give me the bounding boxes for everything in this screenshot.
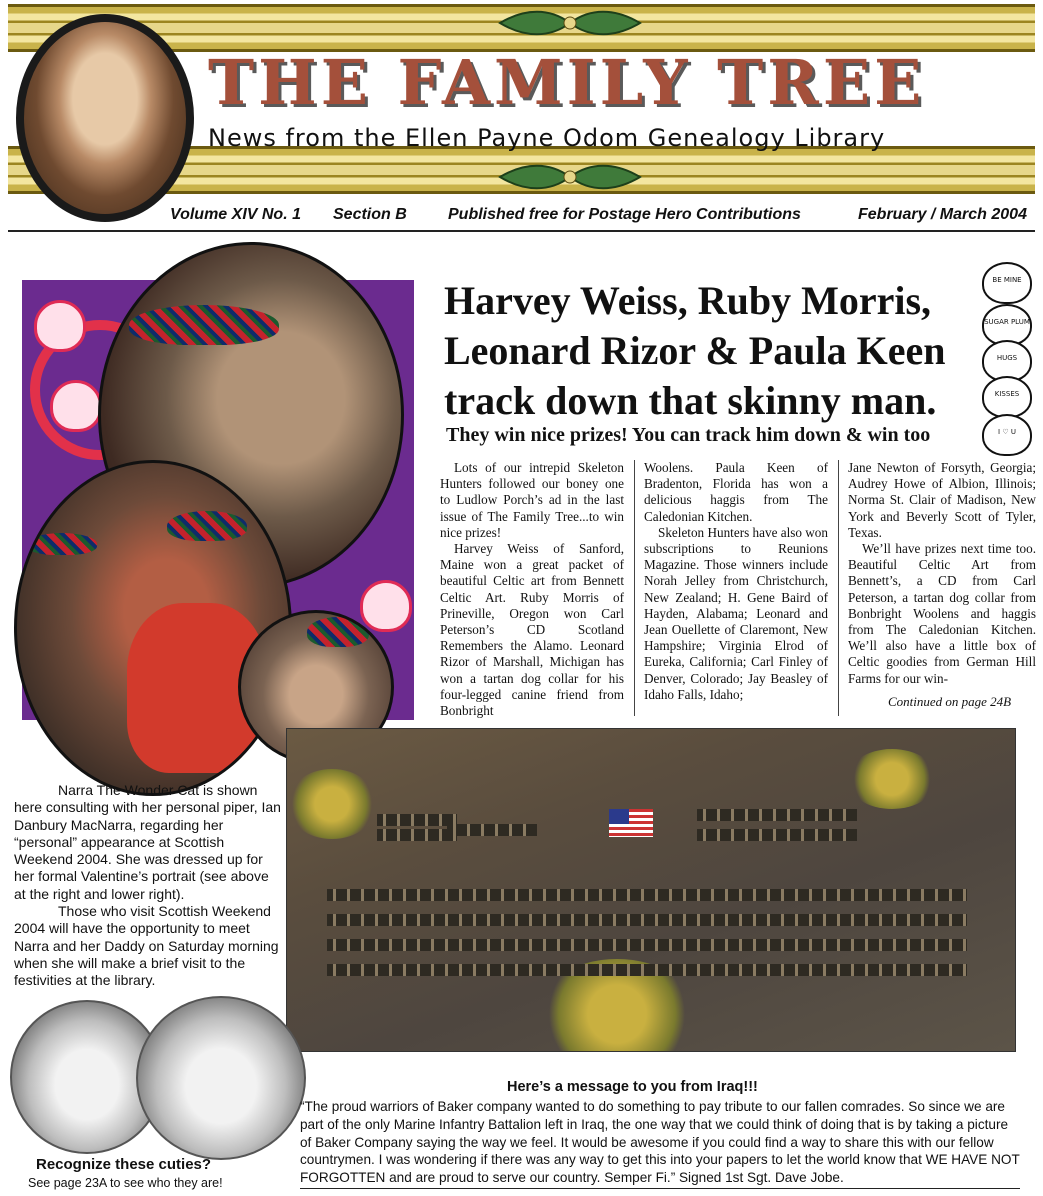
caption-paragraph: Those who visit Scottish Weekend 2004 will have the opportunity to meet Narra and her Daddy on Saturday morning when she will make a brief visit to the festivities at the library. bbox=[14, 903, 279, 989]
article-column-3 bbox=[848, 460, 1036, 687]
us-flag-icon bbox=[609, 809, 653, 837]
headline: Harvey Weiss, Ruby Morris, Leonard Rizor & Paula Keen track down that skinny man. bbox=[444, 278, 946, 423]
tartan-cap bbox=[167, 511, 247, 541]
cat-with-piper-photo bbox=[14, 460, 292, 796]
subheadline: They win nice prizes! You can track him down & win too bbox=[446, 424, 931, 446]
masthead-rule bbox=[8, 230, 1035, 232]
published-label: Published free for Postage Hero Contributions bbox=[448, 206, 801, 223]
candy-heart-icon: BE MINE bbox=[982, 262, 1032, 304]
marines-formation-photo bbox=[286, 728, 1016, 1052]
caption-paragraph: Narra The Wonder Cat is shown here consulting with her personal piper, Ian Danbury MacNarra, regarding her “personal” appearance at Scottish Weekend 2004. She was dressed up for her formal Valentine’s portrait (see above at the right and lower right). bbox=[14, 782, 281, 902]
scroll-ornament-bottom bbox=[495, 160, 645, 194]
date-label: February / March 2004 bbox=[858, 206, 1027, 223]
bottom-rule bbox=[300, 1188, 1020, 1189]
column-divider bbox=[634, 460, 635, 716]
volume-label: Volume XIV No. 1 bbox=[170, 206, 301, 223]
section-label: Section B bbox=[333, 206, 407, 223]
candy-heart-icon: KISSES bbox=[982, 376, 1032, 418]
article-column-1 bbox=[440, 460, 624, 719]
article-paragraph: Harvey Weiss of Sanford, Maine won a great packet of beautiful Celtic art from Bennett Celtic Art. Ruby Morris of Prineville, Oregon won Carl Peterson’s CD Scotland Remembers the Alamo. Leonard Rizor of Marshall, Michigan has won a tartan dog collar for his four-legged canine friend from Bonbright bbox=[440, 541, 624, 719]
paw-print-icon bbox=[50, 380, 102, 432]
article-paragraph: Jane Newton of Forsyth, Georgia; Audrey Howe of Albion, Illinois; Norma St. Clair of Madison, New York and Beverly Scott of Tyler, Texas. bbox=[848, 460, 1036, 540]
candy-heart-icon: I ♡ U bbox=[982, 414, 1032, 456]
article-paragraph: We’ll have prizes next time too. Beautiful Celtic Art from Bennett’s, a CD from Carl Peterson, a tartan dog collar from Bonbright Woolens and haggis from The Caledonian Kitchen. We’ll also have a little box of Celtic goodies from German Hill Farms for our win- bbox=[848, 541, 1036, 686]
masthead-title: THE FAMILY TREE bbox=[208, 46, 926, 119]
tartan-cap bbox=[129, 305, 279, 345]
scroll-ornament-top bbox=[495, 6, 645, 40]
candy-heart-icon: SUGAR PLUM bbox=[982, 304, 1032, 346]
article-column-2 bbox=[644, 460, 828, 703]
paw-print-icon bbox=[360, 580, 412, 632]
cat-caption bbox=[14, 782, 284, 990]
column-divider bbox=[838, 460, 839, 716]
paw-print-icon bbox=[34, 300, 86, 352]
continued-note: Continued on page 24B bbox=[888, 694, 1012, 709]
tartan-cap bbox=[307, 617, 369, 647]
iraq-message-body bbox=[300, 1098, 1020, 1187]
candy-heart-icon: HUGS bbox=[982, 340, 1032, 382]
article-paragraph: Lots of our intrepid Skeleton Hunters followed our boney one to Ludlow Porch’s ad in the last issue of The Family Tree...to win nice prizes! bbox=[440, 460, 624, 540]
child-photo-2 bbox=[136, 996, 306, 1160]
kids-subtitle: See page 23A to see who they are! bbox=[28, 1176, 223, 1190]
article-paragraph: Woolens. Paula Keen of Bradenton, Florida has won a delicious haggis from The Caledonian Kitchen. bbox=[644, 460, 828, 524]
iraq-message-text: “The proud warriors of Baker company wanted to do something to pay tribute to our fallen comrades. So since we are part of the only Marine Infantry Battalion left in Iraq, the one way that we could think of doing that is by taking a picture of Baker Company saying the way we feel. It would be awesome if you could find a way to share this with our fellow countrymen. I was wondering if there was any way to get this into your papers to let the world know that WE HAVE NOT FORGOTTEN and are proud to serve our country. Semper Fi.” Signed 1st Sgt. Dave Jobe. bbox=[300, 1099, 1020, 1186]
masthead-subtitle: News from the Ellen Payne Odom Genealogy Library bbox=[208, 124, 886, 152]
tartan-cap bbox=[27, 533, 97, 555]
iraq-message-title: Here’s a message to you from Iraq!!! bbox=[507, 1079, 758, 1095]
kids-title: Recognize these cuties? bbox=[36, 1156, 212, 1173]
founder-portrait bbox=[16, 14, 194, 222]
article-paragraph: Skeleton Hunters have also won subscriptions to Reunions Magazine. Those winners include Norah Jelley from Christchurch, New Zealand; H. Gene Baird of Hayden, Alabama; Leonard and Jean Ouellette of Claremont, New Hampshire; Virginia Elrod of Eureka, California; Carl Finley of Denver, Colorado; Jay Beasley of Idaho Falls, Idaho; bbox=[644, 524, 828, 702]
